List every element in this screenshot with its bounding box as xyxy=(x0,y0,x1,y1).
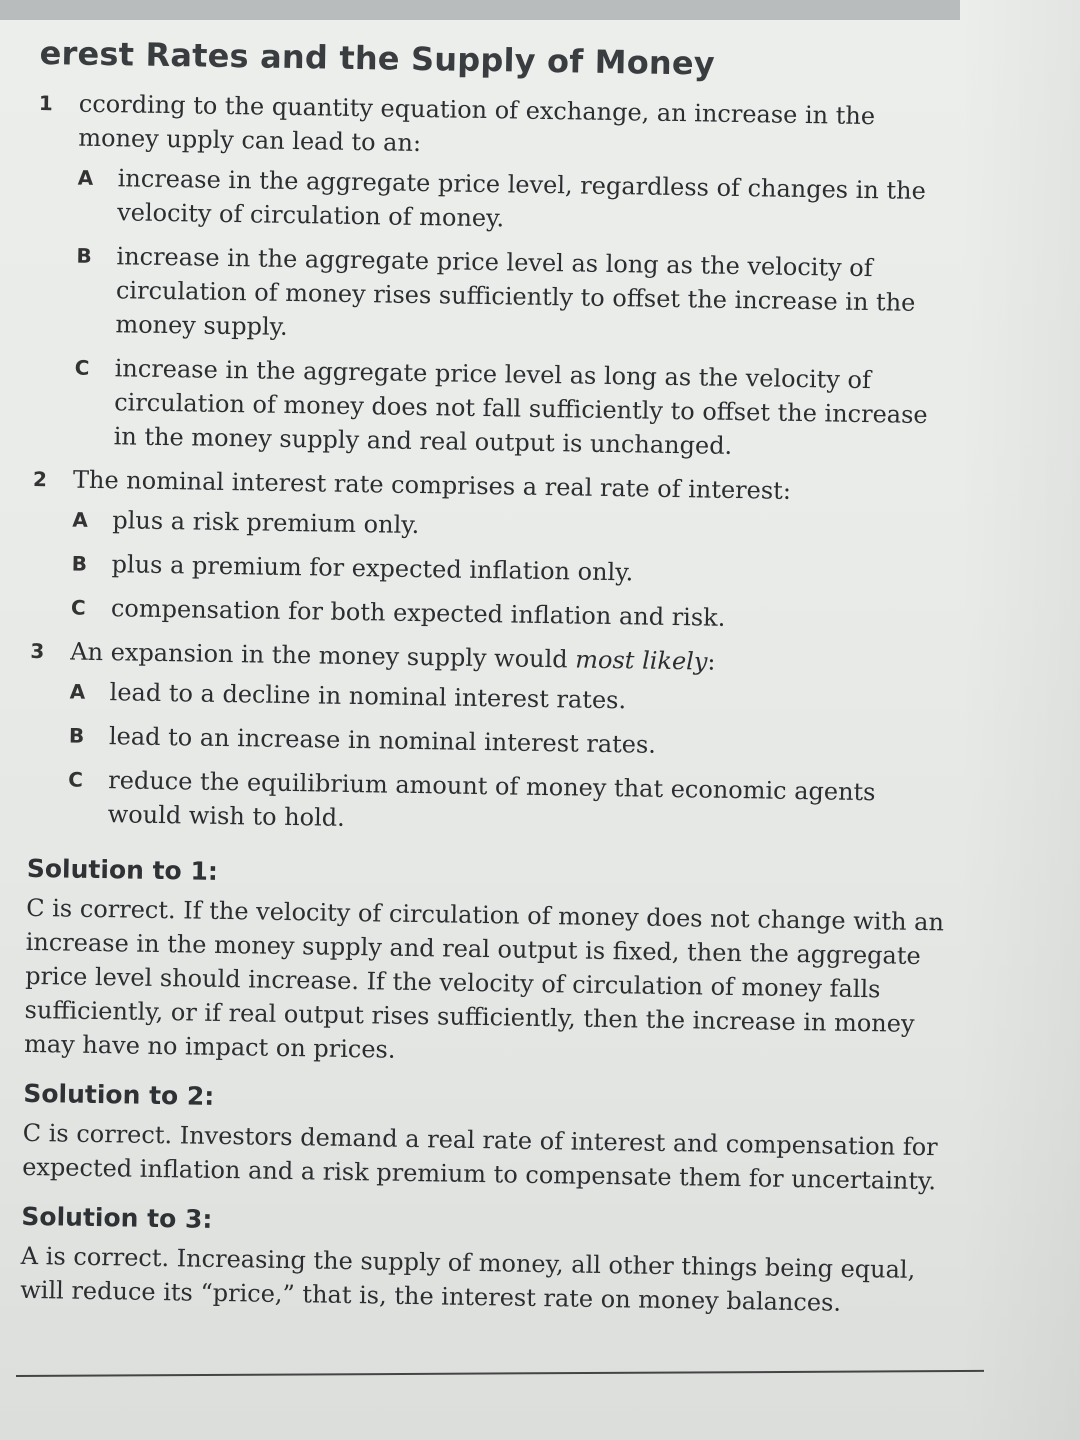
option-text: plus a risk premium only. xyxy=(112,506,420,540)
question-2 xyxy=(31,462,953,638)
solution-2-text: C is correct. Investors demand a real rate of interest and compensation for expected inflation and a risk premium to compensate them for uncertainty. xyxy=(21,1118,938,1196)
option-text: increase in the aggregate price level as long as the velocity of circulation of money does not fall sufficiently to offset the increase in the money supply and real output is unchanged. xyxy=(113,354,928,460)
answer-options xyxy=(73,161,957,467)
answer-options xyxy=(71,503,953,639)
option-a xyxy=(72,503,952,551)
question-emphasis: most likely xyxy=(575,645,708,676)
page-top-band xyxy=(0,0,960,20)
question-number: 2 xyxy=(32,466,48,492)
option-letter: B xyxy=(68,723,85,748)
question-number: 1 xyxy=(38,90,54,116)
solution-3-heading: Solution to 3: xyxy=(21,1201,213,1234)
option-letter: C xyxy=(70,595,86,620)
option-text: compensation for both expected inflation and risk. xyxy=(110,594,726,632)
solution-1-heading: Solution to 1: xyxy=(26,853,219,886)
option-a xyxy=(69,675,949,723)
bottom-rule xyxy=(16,1370,984,1377)
solutions xyxy=(20,854,947,1321)
option-letter: A xyxy=(69,679,86,704)
question-text-end: : xyxy=(707,647,716,676)
question-number: 3 xyxy=(30,638,45,664)
option-b xyxy=(71,547,951,595)
question-text xyxy=(70,635,950,683)
solution-3-text: A is correct. Increasing the supply of money, all other things being equal, will reduce its “price,” that is, the interest rate on money balances. xyxy=(20,1241,916,1317)
option-c xyxy=(67,763,948,845)
option-letter: A xyxy=(77,165,94,190)
answer-options xyxy=(67,675,949,845)
question-text: The nominal interest rate comprises a real rate of interest: xyxy=(72,465,792,505)
solution-2-heading: Solution to 2: xyxy=(23,1078,215,1111)
option-letter: B xyxy=(76,243,92,268)
option-text: plus a premium for expected inflation only. xyxy=(111,550,634,587)
question-1 xyxy=(33,86,959,466)
option-b xyxy=(69,719,949,767)
option-letter: C xyxy=(68,767,84,792)
option-b xyxy=(75,239,956,355)
solution-1-text: C is correct. If the velocity of circulation of money does not change with an increase in the money supply and real output is fixed, then the aggregate price level should increase. If the velocity of circulation of money falls sufficiently, or if real output rises sufficiently, then the increase in money may have no impact on prices. xyxy=(23,893,945,1064)
option-text: lead to an increase in nominal interest rates. xyxy=(108,722,657,759)
option-text: increase in the aggregate price level as long as the velocity of circulation of money rises sufficiently to offset the increase in the money supply. xyxy=(115,242,916,341)
page-edge-shadow xyxy=(960,0,1080,1440)
option-c xyxy=(71,591,951,639)
option-letter: C xyxy=(74,355,90,380)
option-text: increase in the aggregate price level, regardless of changes in the velocity of circulation of money. xyxy=(116,164,927,233)
option-letter: B xyxy=(71,551,88,576)
section-title: erest Rates and the Supply of Money xyxy=(39,34,716,83)
option-letter: A xyxy=(72,507,89,532)
page-content xyxy=(20,34,960,1321)
option-c xyxy=(73,351,954,467)
question-3 xyxy=(27,634,950,844)
question-text-start: An expansion in the money supply would xyxy=(70,637,576,674)
question-text: ccording to the quantity equation of exchange, an increase in the money upply can lead to an: xyxy=(78,89,876,157)
option-text: lead to a decline in nominal interest rates. xyxy=(109,678,627,715)
option-a xyxy=(77,161,958,243)
option-text: reduce the equilibrium amount of money that economic agents would wish to hold. xyxy=(107,766,876,832)
